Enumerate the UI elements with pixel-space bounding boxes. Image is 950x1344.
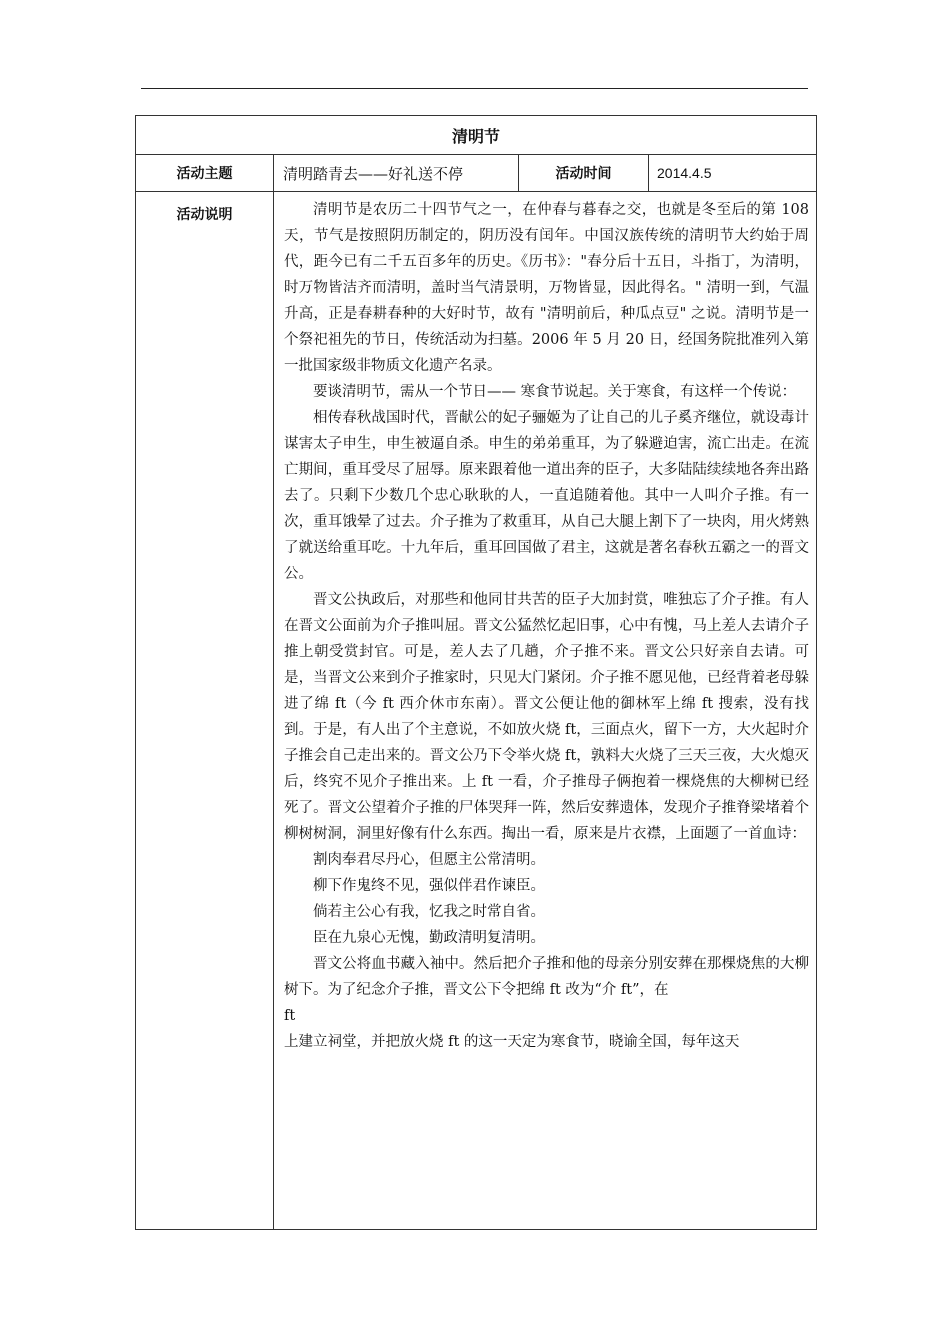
description-content [274, 192, 817, 1230]
theme-label: 活动主题 [136, 155, 274, 192]
paragraph: 倘若主公心有我，忆我之时常自省。 [313, 904, 545, 920]
paragraph: 柳下作鬼终不见，强似伴君作谏臣。 [313, 878, 545, 894]
paragraph: 割肉奉君尽丹心，但愿主公常清明。 [313, 852, 545, 868]
description-label: 活动说明 [136, 192, 274, 1230]
paragraph: 晋文公将血书藏入袖中。然后把介子推和他的母亲分别安葬在那棵烧焦的大柳树下。为了纪念介子推，晋文公下令把绵 ft 改为“介 ft”，在 [284, 956, 810, 998]
paragraph: 要谈清明节，需从一个节日—— 寒食节说起。关于寒食，有这样一个传说： [313, 384, 797, 400]
description-text [284, 197, 809, 1055]
paragraph: 晋文公执政后，对那些和他同甘共苦的臣子大加封赏，唯独忘了介子推。有人在晋文公面前为介子推叫屈。晋文公猛然忆起旧事，心中有愧，马上差人去请介子推上朝受赏封官。可是，差人去了几趟，介子推不来。晋文公只好亲自去请。可是，当晋文公来到介子推家时，只见大门紧闭。介子推不愿见他，已经背着老母躲进了绵 ft（今 ft 西介休市东南）。晋文公便让他的御林军上绵 ft 搜索，没有找到。于是，有人出了个主意说，不如放火烧 ft，三面点火，留下一方，大火起时介子推会自己走出来的。晋文公乃下令举火烧 ft，孰料大火烧了三天三夜，大火熄灭后，终究不见介子推出来。上 ft 一看，介子推母子俩抱着一棵烧焦的大柳树已经死了。晋文公望着介子推的尸体哭拜一阵，然后安葬遗体，发现介子推脊梁堵着个柳树树洞，洞里好像有什么东西。掏出一看，原来是片衣襟，上面题了一首血诗： [284, 592, 810, 842]
table-title: 清明节 [136, 116, 817, 155]
theme-value: 清明踏青去——好礼送不停 [274, 155, 519, 192]
time-value: 2014.4.5 [649, 155, 817, 192]
header-rule [141, 88, 808, 89]
paragraph: 臣在九泉心无愧，勤政清明复清明。 [313, 930, 545, 946]
paragraph: 上建立祠堂，并把放火烧 ft 的这一天定为寒食节，晓谕全国，每年这天 [284, 1034, 740, 1050]
paragraph: ft [284, 1008, 296, 1024]
time-label: 活动时间 [519, 155, 649, 192]
activity-table [135, 115, 817, 1230]
paragraph: 清明节是农历二十四节气之一，在仲春与暮春之交，也就是冬至后的第 108 天，节气是按照阴历制定的，阴历没有闰年。中国汉族传统的清明节大约始于周代，距今已有二千五百多年的历史。《历书》："春分后十五日，斗指丁，为清明，时万物皆洁齐而清明，盖时当气清景明，万物皆显，因此得名。" 清明一到，气温升高，正是春耕春种的大好时节，故有 "清明前后，种瓜点豆" 之说。清明节是一个祭祀祖先的节日，传统活动为扫墓。2006 年 5 月 20 日，经国务院批准列入第一批国家级非物质文化遗产名录。 [284, 202, 810, 374]
paragraph: 相传春秋战国时代，晋献公的妃子骊姬为了让自己的儿子奚齐继位，就设毒计谋害太子申生，申生被逼自杀。申生的弟弟重耳，为了躲避迫害，流亡出走。在流亡期间，重耳受尽了屈辱。原来跟着他一道出奔的臣子，大多陆陆续续地各奔出路去了。只剩下少数几个忠心耿耿的人，一直追随着他。其中一人叫介子推。有一次，重耳饿晕了过去。介子推为了救重耳，从自己大腿上割下了一块肉，用火烤熟了就送给重耳吃。十九年后，重耳回国做了君主，这就是著名春秋五霸之一的晋文公。 [284, 410, 810, 582]
